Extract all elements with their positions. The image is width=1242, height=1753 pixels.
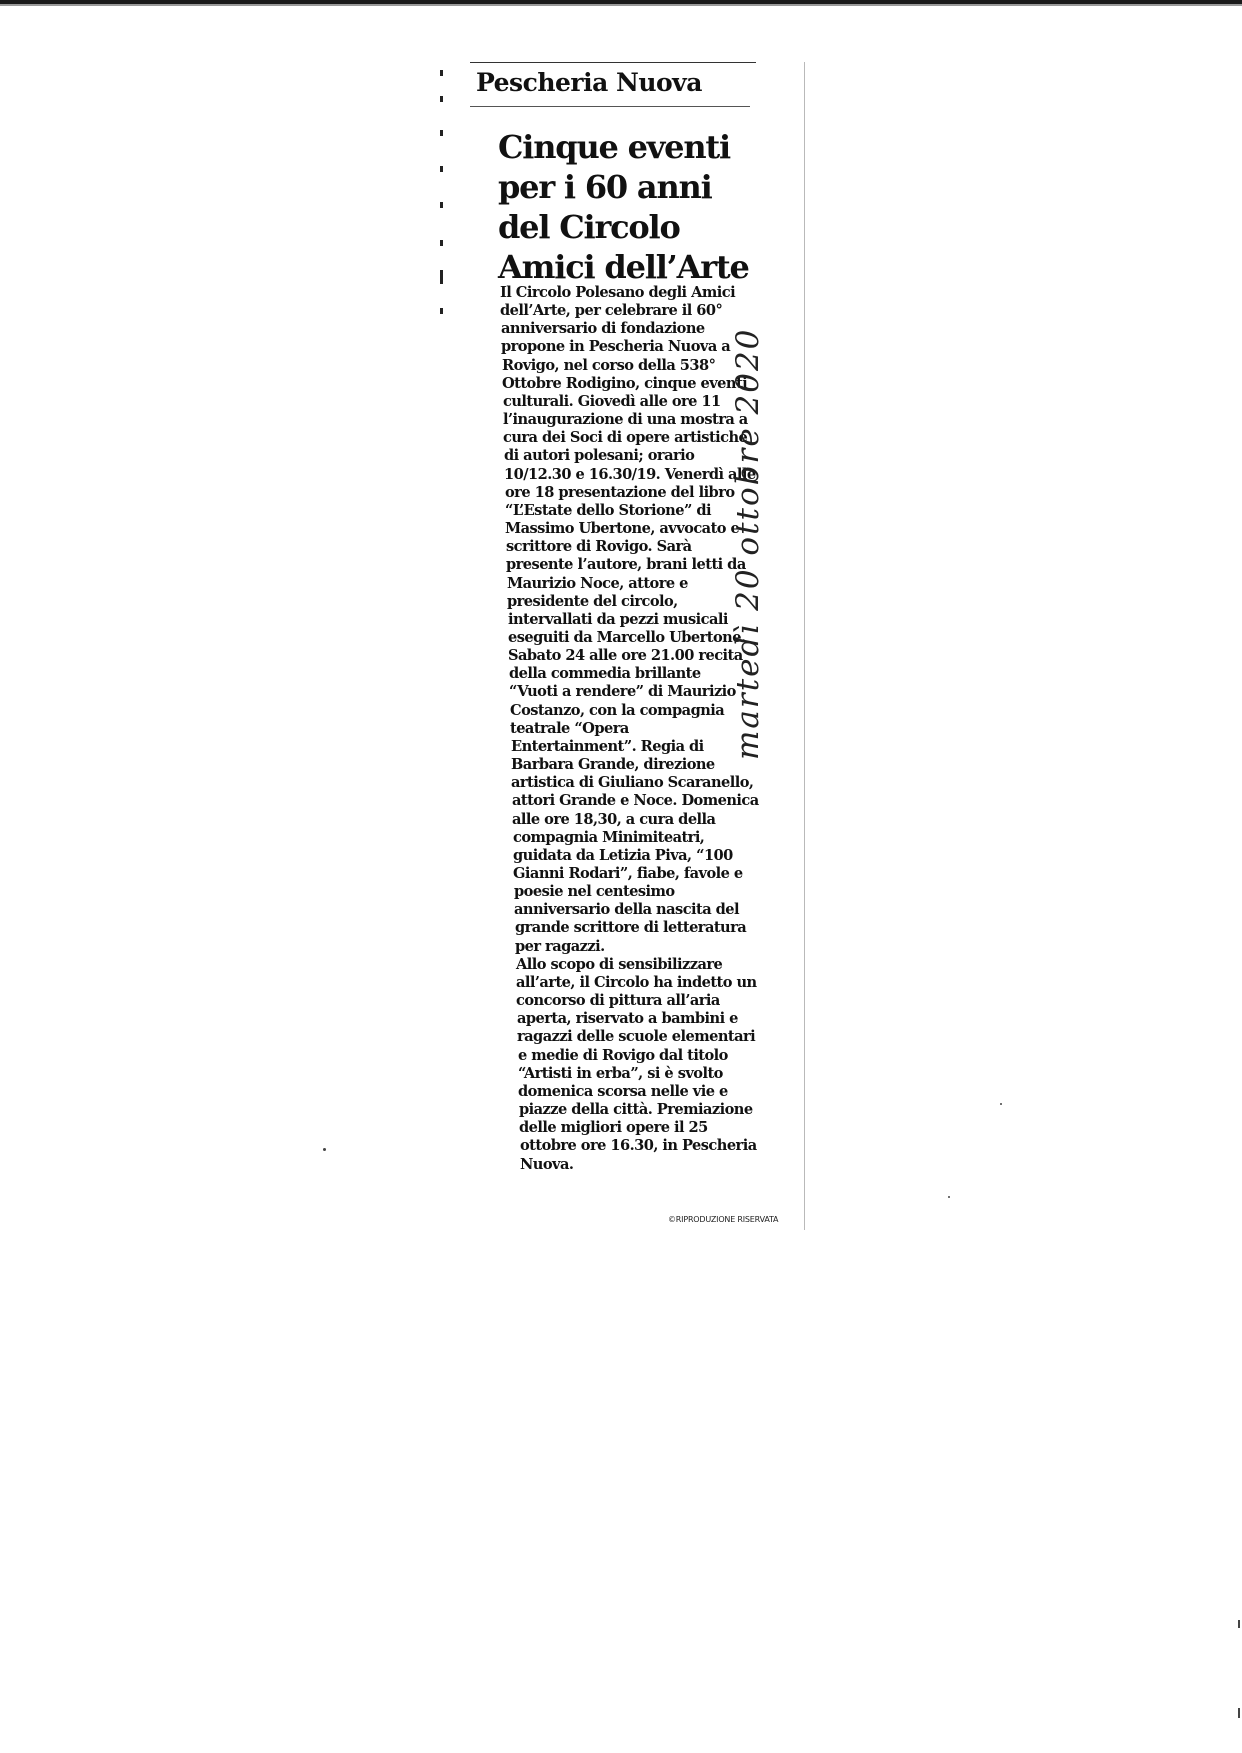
scan-speck [948,1196,950,1198]
headline-line: Cinque eventi [498,128,730,166]
article-line: ragazzi delle scuole elementari [517,1028,756,1046]
article-line: e medie di Rovigo dal titolo [518,1046,728,1064]
article-line: presidente del circolo, [507,592,678,610]
scan-speck [1238,1620,1240,1628]
article-line: l’inaugurazione di una mostra a [503,411,748,429]
article-line: presente l’autore, brani letti da [506,556,746,574]
article-line: alle ore 18,30, a cura della [512,810,716,828]
article-line: Entertainment”. Regia di [511,737,704,755]
article-line: guidata da Letizia Piva, “100 [513,846,733,864]
article-line: ore 18 presentazione del libro [505,483,735,501]
article-line: Nuova. [520,1155,574,1173]
headline-line: del Circolo [498,208,680,246]
article-line: eseguiti da Marcello Ubertone. [508,628,746,646]
article-line: culturali. Giovedì alle ore 11 [503,392,721,410]
article-line: Costanzo, con la compagnia [510,701,725,719]
article-line: artistica di Giuliano Scaranello, [511,774,754,792]
article-line: della commedia brillante [509,665,701,683]
article-line: Barbara Grande, direzione [511,756,715,774]
article-line: Rovigo, nel corso della 538° [502,356,716,374]
article-line: grande scrittore di letteratura [515,919,747,937]
article-line: ottobre ore 16.30, in Pescheria [520,1137,757,1155]
article-line: Gianni Rodari”, fiabe, favole e [513,865,743,882]
section-rule [470,106,750,107]
top-rule [470,62,756,63]
article-line: Allo scopo di sensibilizzare [516,955,723,973]
scan-top-edge-shadow [0,4,1242,6]
article-line: all’arte, il Circolo ha indetto un [516,973,757,991]
article-line: Sabato 24 alle ore 21.00 recita [508,647,743,665]
scan-speck [1238,1708,1240,1718]
article-line: Ottobre Rodigino, cinque eventi [502,374,748,392]
article-line: poesie nel centesimo [514,883,675,901]
article-line: domenica scorsa nelle vie e [518,1082,728,1100]
article-line: attori Grande e Noce. Domenica [512,792,759,810]
article-line: “Artisti in erba”, si è svolto [518,1064,723,1082]
headline-line: per i 60 anni [498,168,712,206]
article-line: Il Circolo Polesano degli Amici [500,284,736,301]
article-line: propone in Pescheria Nuova a [501,338,731,356]
article-line: piazze della città. Premiazione [519,1101,753,1119]
article-line: scrittore di Rovigo. Sarà [506,538,692,556]
article-line: Massimo Ubertone, avvocato e [505,520,740,538]
handwritten-date-note: martedì 20 ottobre 2020 [730,327,766,760]
article-line: delle migliori opere il 25 [519,1119,708,1137]
article-line: dell’Arte, per celebrare il 60° [500,302,723,320]
article-line: cura dei Soci di opere artistiche [503,429,748,447]
article-line: intervallati da pezzi musicali [508,610,728,628]
article-line: “L’Estate dello Storione” di [505,501,711,519]
scan-speck [1000,1103,1002,1105]
article-line: teatrale “Opera [510,719,629,737]
article-line: compagnia Minimiteatri, [513,828,705,846]
scan-speck [323,1148,326,1151]
article-line: 10/12.30 e 16.30/19. Venerdì alle [504,465,756,483]
article-line: anniversario di fondazione [501,320,705,338]
article-line: concorso di pittura all’aria [516,992,720,1010]
article-line: aperta, riservato a bambini e [517,1010,738,1028]
margin-marks [440,70,450,330]
article-line: Maurizio Noce, attore e [507,574,688,592]
article-line: anniversario della nascita del [514,901,740,919]
article-body [500,284,820,1174]
article-line: di autori polesani; orario [504,447,695,465]
headline [498,127,798,287]
headline-line: Amici dell’Arte [498,248,749,286]
article-line: “Vuoti a rendere” di Maurizio [509,683,736,701]
copyright-notice: ©RIPRODUZIONE RISERVATA [668,1215,779,1224]
section-label: Pescheria Nuova [476,68,702,97]
article-line: per ragazzi. [515,937,605,955]
